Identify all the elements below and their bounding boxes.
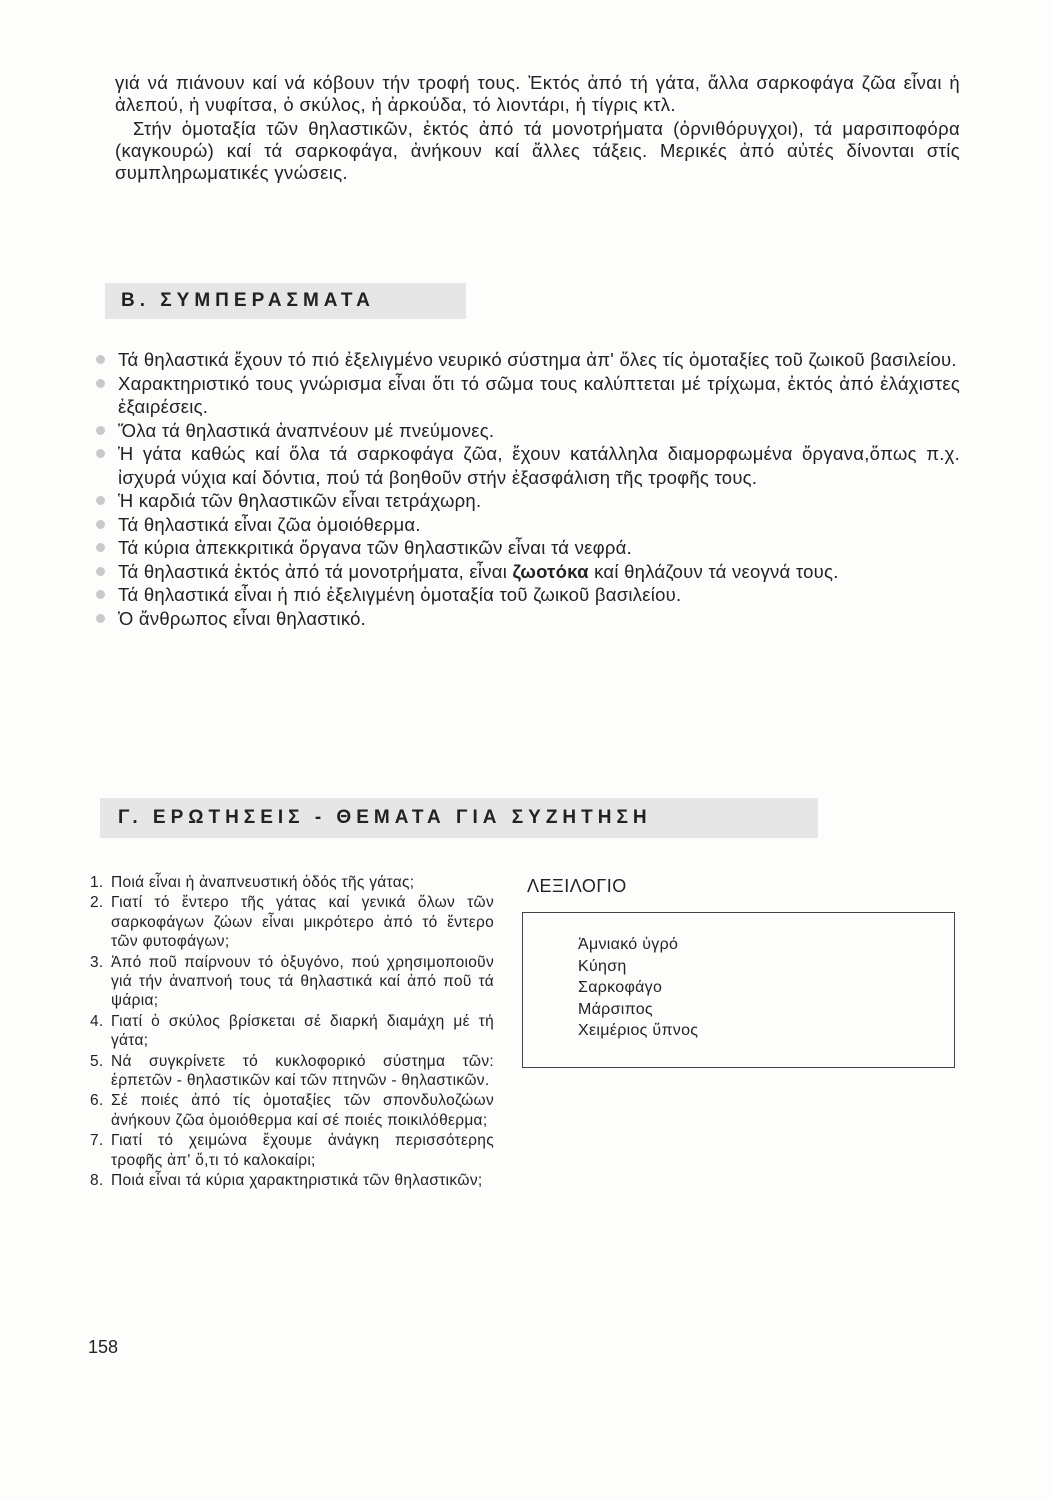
conclusion-text xyxy=(118,560,960,584)
page-number: 158 xyxy=(88,1337,119,1357)
section-g-title: Γ. ΕΡΩΤΗΣΕΙΣ - ΘΕΜΑΤΑ ΓΙΑ ΣΥΖΗΤΗΣΗ xyxy=(118,807,652,828)
bullet-dot-icon xyxy=(96,426,105,435)
bold-term: ζωοτόκα xyxy=(512,560,589,582)
question-number: 3. xyxy=(90,953,104,971)
intro-paragraph-1: γιά νά πιάνουν καί νά κόβουν τήν τροφή τους. Ἐκτός ἀπό τή γάτα, ἄλλα σαρκοφάγα ζῶα εἶναι ἡ ἀλεπού, ἡ νυφίτσα, ὁ σκύλος, ἡ ἀρκούδα, τό λιοντάρι, ἡ τίγρις κτλ. xyxy=(115,72,960,115)
conclusions-list xyxy=(92,348,960,630)
glossary-term: Σαρκοφάγο xyxy=(578,979,663,996)
question-text: Ποιά εἶναι τά κύρια χαρακτηριστικά τῶν θηλαστικῶν; xyxy=(111,1172,483,1190)
conclusion-text: Τά θηλαστικά εἶναι ζῶα ὁμοιόθερμα. xyxy=(118,513,421,535)
glossary-term: Χειμέριος ὕπνος xyxy=(578,1022,699,1039)
conclusion-text: Ὁ ἄνθρωπος εἶναι θηλαστικό. xyxy=(118,607,367,629)
question-text: Νά συγκρίνετε τό κυκλοφορικό σύστημα τῶν: ἑρπετῶν - θηλαστικῶν καί τῶν πτηνῶν - θηλαστικῶν. xyxy=(111,1052,494,1090)
conclusion-item xyxy=(92,419,960,443)
question-number: 7. xyxy=(90,1132,104,1150)
conclusion-text: Ὅλα τά θηλαστικά ἀναπνέουν μέ πνεύμονες. xyxy=(118,419,495,441)
conclusion-text: Τά θηλαστικά εἶναι ἡ πιό ἐξελιγμένη ὁμοταξία τοῦ ζωικοῦ βασιλείου. xyxy=(118,584,682,605)
conclusion-item xyxy=(92,536,960,560)
question-number: 2. xyxy=(90,894,104,912)
glossary-title: ΛΕΞΙΛΟΓΙΟ xyxy=(527,876,627,896)
conclusion-text: Ἡ γάτα καθώς καί ὅλα τά σαρκοφάγα ζῶα, ἔχουν κατάλληλα διαμορφωμένα ὄργανα,ὅπως π.χ. ἰσχυρά νύχια καί δόντια, πού τά βοηθοῦν στήν ἐξασφάλιση τῆς τροφῆς τους. xyxy=(118,443,960,488)
question-text: Ποιά εἶναι ἡ ἀναπνευστική ὁδός τῆς γάτας; xyxy=(111,874,415,891)
glossary-list xyxy=(578,934,698,1042)
conclusion-item xyxy=(92,560,960,584)
bullet-dot-icon xyxy=(96,449,105,458)
questions-list xyxy=(90,873,494,1192)
bullet-dot-icon xyxy=(96,355,105,364)
bullet-dot-icon xyxy=(96,520,105,529)
intro-paragraph-2: Στήν ὁμοταξία τῶν θηλαστικῶν, ἐκτός ἀπό τά μονοτρήματα (ὀρνιθόρυγχοι), τά μαρσιποφόρα (καγκουρώ) καί τά σαρκοφάγα, ἀνήκουν καί ἄλλες τάξεις. Μερικές ἀπό αὐτές δίνονται στίς συμπληρωματικές γνώσεις. xyxy=(115,118,960,183)
question-number: 1. xyxy=(90,874,104,891)
question-item xyxy=(90,953,494,1011)
bullet-dot-icon xyxy=(96,590,105,599)
question-number: 8. xyxy=(90,1172,104,1190)
conclusion-item xyxy=(92,489,960,513)
question-item xyxy=(90,1052,494,1091)
conclusion-item xyxy=(92,348,960,372)
bullet-dot-icon xyxy=(96,614,105,623)
conclusion-text-part: καί θηλάζουν τά νεογνά τους. xyxy=(588,560,839,582)
conclusion-item xyxy=(92,583,960,607)
question-item xyxy=(90,893,494,951)
question-text: Γιατί τό χειμώνα ἔχουμε ἀνάγκη περισσότερης τροφῆς ἀπ' ὅ,τι τό καλοκαίρι; xyxy=(111,1132,494,1169)
bullet-dot-icon xyxy=(96,496,105,505)
glossary-box xyxy=(522,912,955,1068)
section-g-header xyxy=(100,798,818,838)
question-number: 6. xyxy=(90,1092,104,1110)
glossary-term: Κύηση xyxy=(578,957,627,975)
section-b-title: Β. ΣΥΜΠΕΡΑΣΜΑΤΑ xyxy=(121,290,375,311)
conclusion-text: Τά θηλαστικά ἔχουν τό πιό ἐξελιγμένο νευρικό σύστημα ἀπ' ὅλες τίς ὁμοταξίες τοῦ ζωικοῦ βασιλείου. xyxy=(118,349,957,370)
conclusion-item xyxy=(92,372,960,419)
bullet-dot-icon xyxy=(96,543,105,552)
question-text: Γιατί ὁ σκύλος βρίσκεται σέ διαρκή διαμάχη μέ τή γάτα; xyxy=(111,1012,494,1050)
question-number: 5. xyxy=(90,1052,104,1070)
bullet-dot-icon xyxy=(96,379,105,388)
glossary-term: Ἀμνιακό ὑγρό xyxy=(578,936,679,953)
conclusion-text: Τά κύρια ἀπεκκριτικά ὄργανα τῶν θηλαστικῶν εἶναι τά νεφρά. xyxy=(118,537,632,558)
conclusion-text: Ἡ καρδιά τῶν θηλαστικῶν εἶναι τετράχωρη. xyxy=(118,490,482,511)
question-item xyxy=(90,873,494,892)
section-b-header xyxy=(105,283,466,319)
conclusion-item xyxy=(92,513,960,537)
question-text: Γιατί τό ἔντερο τῆς γάτας καί γενικά ὅλων τῶν σαρκοφάγων ζώων εἶναι μικρότερο ἀπό τό ἔντερο τῶν φυτοφάγων; xyxy=(111,894,494,951)
glossary-term: Μάρσιπος xyxy=(578,1000,653,1018)
bullet-dot-icon xyxy=(96,567,105,576)
conclusion-text-part: Τά θηλαστικά ἐκτός ἀπό τά μονοτρήματα, εἶναι xyxy=(118,560,513,582)
conclusion-item xyxy=(92,442,960,489)
question-text: Ἀπό ποῦ παίρνουν τό ὀξυγόνο, πού χρησιμοποιοῦν γιά τήν ἀναπνοή τους τά θηλαστικά καί ἀπό ποῦ τά ψάρια; xyxy=(111,953,494,1010)
conclusion-text: Χαρακτηριστικό τους γνώρισμα εἶναι ὅτι τό σῶμα τους καλύπτεται μέ τρίχωμα, ἐκτός ἀπό ἐλάχιστες ἐξαιρέσεις. xyxy=(118,372,960,417)
question-number: 4. xyxy=(90,1012,104,1030)
question-item xyxy=(90,1131,494,1170)
conclusion-item xyxy=(92,607,960,631)
question-item xyxy=(90,1171,494,1190)
question-text: Σέ ποιές ἀπό τίς ὁμοταξίες τῶν σπονδυλοζώων ἀνήκουν ζῶα ὁμοιόθερμα καί σέ ποιές ποικιλόθερμα; xyxy=(111,1092,494,1129)
question-item xyxy=(90,1012,494,1051)
question-item xyxy=(90,1091,494,1130)
intro-text xyxy=(115,72,960,184)
